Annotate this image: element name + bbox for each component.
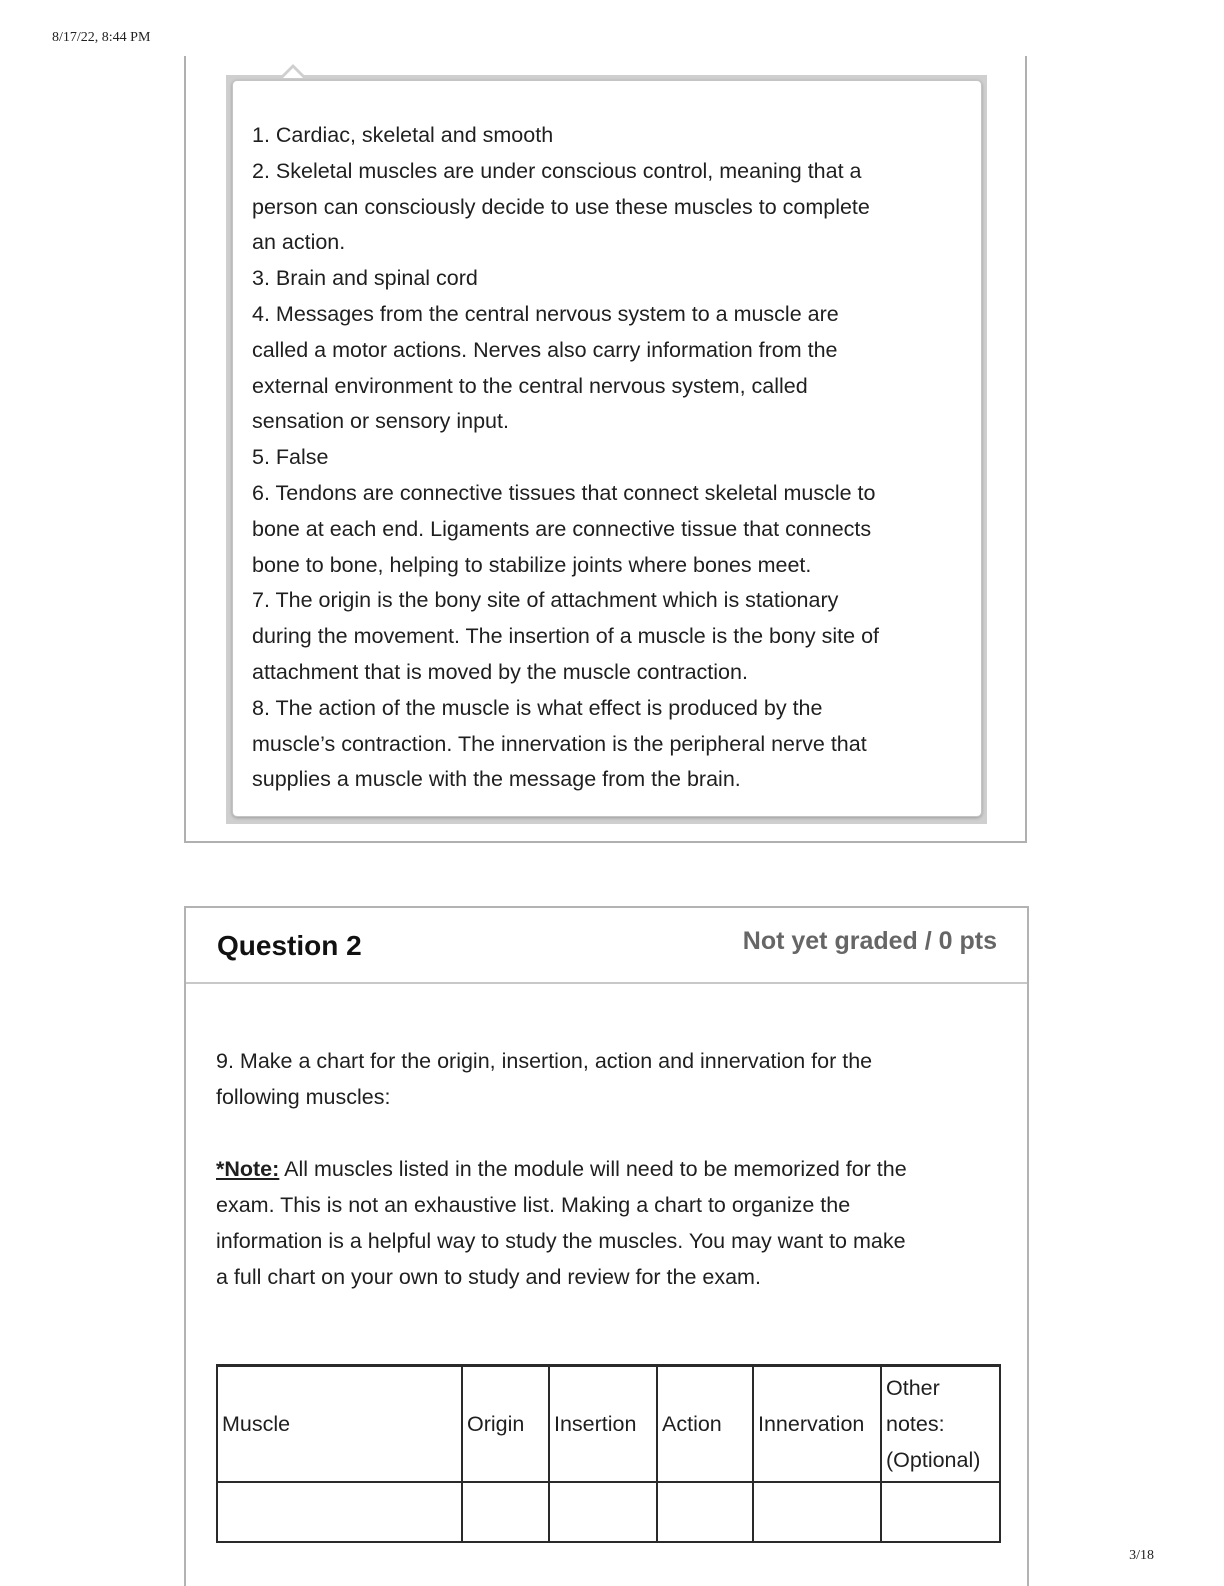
grade-status: Not yet graded / 0 pts: [742, 927, 997, 955]
answer-line: bone to bone, helping to stabilize joints where bones meet.: [252, 552, 812, 577]
header-innervation: Innervation: [753, 1366, 881, 1482]
muscle-chart-table: [216, 1364, 1001, 1543]
note-text: All muscles listed in the module will need to be memorized for the: [279, 1157, 907, 1181]
note-line: a full chart on your own to study and review for the exam.: [216, 1265, 761, 1289]
note-line: [216, 1151, 1006, 1187]
question-2-prompt: [216, 1043, 1006, 1295]
answer-line: 7. The origin is the bony site of attachment which is stationary: [252, 588, 839, 613]
table-cell: [881, 1482, 1000, 1542]
student-answer-text: [252, 118, 962, 798]
prompt-line: following muscles:: [216, 1085, 391, 1109]
answer-line: 4. Messages from the central nervous system to a muscle are: [252, 301, 839, 326]
answer-line: muscle’s contraction. The innervation is the peripheral nerve that: [252, 731, 867, 756]
header-other-line: (Optional): [886, 1447, 981, 1472]
print-page-number: 3/18: [1129, 1548, 1154, 1563]
table-header-row: [217, 1366, 1000, 1482]
header-other-line: Other: [886, 1375, 940, 1400]
answer-line: 2. Skeletal muscles are under conscious control, meaning that a: [252, 158, 862, 183]
answer-line: sensation or sensory input.: [252, 409, 509, 434]
table-cell: [462, 1482, 549, 1542]
answer-line: during the movement. The insertion of a muscle is the bony site of: [252, 624, 880, 649]
note-label: *Note:: [216, 1157, 280, 1181]
answer-line: 6. Tendons are connective tissues that connect skeletal muscle to: [252, 480, 876, 505]
note-line: information is a helpful way to study the muscles. You may want to make: [216, 1229, 906, 1253]
question-2-header: [186, 908, 1027, 984]
answer-line: 1. Cardiac, skeletal and smooth: [252, 123, 554, 147]
answer-line: 8. The action of the muscle is what effect is produced by the: [252, 695, 823, 720]
note-line: exam. This is not an exhaustive list. Making a chart to organize the: [216, 1193, 851, 1217]
answer-line: supplies a muscle with the message from the brain.: [252, 767, 741, 792]
header-origin: Origin: [462, 1366, 549, 1482]
answer-line: person can consciously decide to use these muscles to complete: [252, 194, 870, 219]
table-cell: [549, 1482, 657, 1542]
table-row: [217, 1482, 1000, 1542]
answer-line: bone at each end. Ligaments are connective tissue that connects: [252, 516, 872, 541]
header-muscle: Muscle: [217, 1366, 462, 1482]
header-other-line: notes:: [886, 1411, 945, 1436]
table-cell: [657, 1482, 753, 1542]
answer-line: an action.: [252, 230, 346, 255]
table-cell: [753, 1482, 881, 1542]
answer-line: 5. False: [252, 445, 329, 470]
answer-line: external environment to the central nervous system, called: [252, 373, 808, 398]
answer-line: called a motor actions. Nerves also carry information from the: [252, 337, 838, 362]
table-cell: [217, 1482, 462, 1542]
prompt-line: 9. Make a chart for the origin, insertion, action and innervation for the: [216, 1049, 873, 1073]
header-action: Action: [657, 1366, 753, 1482]
print-timestamp: 8/17/22, 8:44 PM: [52, 30, 151, 45]
header-other-notes: [881, 1366, 1000, 1482]
answer-line: 3. Brain and spinal cord: [252, 266, 478, 291]
answer-line: attachment that is moved by the muscle contraction.: [252, 659, 748, 684]
question-title: Question 2: [217, 930, 362, 961]
header-insertion: Insertion: [549, 1366, 657, 1482]
